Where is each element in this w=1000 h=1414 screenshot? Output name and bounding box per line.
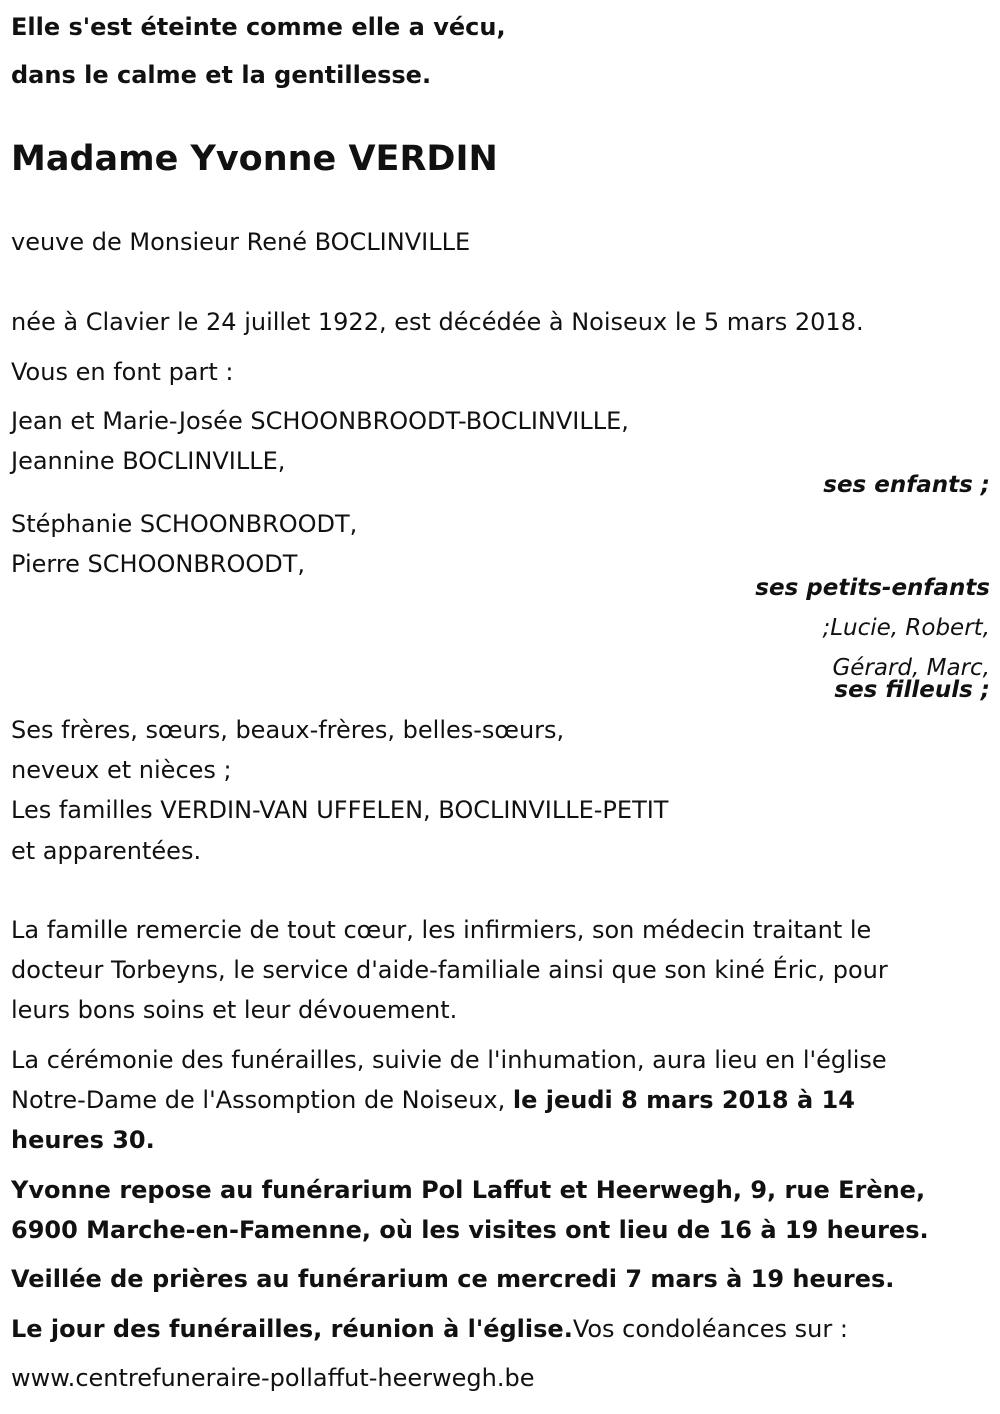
condolences-label: Vos condoléances sur : — [572, 1315, 848, 1343]
vigil-notice: Veillée de prières au funérarium ce mercredi 7 mars à 19 heures. — [11, 1265, 895, 1293]
thanks-line: La famille remercie de tout cœur, les infirmiers, son médecin traitant le — [11, 916, 872, 944]
meeting-notice: Le jour des funérailles, réunion à l'église. — [11, 1315, 573, 1343]
family-line: Les familles VERDIN-VAN UFFELEN, BOCLINVILLE-PETIT — [11, 796, 669, 824]
child-name: Jean et Marie-Josée SCHOONBROODT-BOCLINVILLE, — [11, 407, 629, 435]
widow-of: veuve de Monsieur René BOCLINVILLE — [11, 228, 471, 256]
announcement-intro: Vous en font part : — [11, 358, 234, 386]
grandchildren-label-continuation: ;Lucie, Robert, — [822, 615, 990, 641]
website-link[interactable]: www.centrefuneraire-pollaffut-heerwegh.be — [11, 1364, 535, 1392]
family-line: et apparentées. — [11, 837, 202, 865]
deceased-name: Madame Yvonne VERDIN — [11, 139, 498, 179]
thanks-line: leurs bons soins et leur dévouement. — [11, 996, 458, 1024]
godchildren-names: Gérard, Marc, — [832, 655, 990, 681]
repose-line: Yvonne repose au funérarium Pol Laffut et Heerwegh, 9, rue Erène, — [11, 1176, 926, 1204]
meeting-line — [11, 1314, 848, 1344]
ceremony-line-1: La cérémonie des funérailles, suivie de l'inhumation, aura lieu en l'église — [11, 1046, 887, 1074]
birth-death: née à Clavier le 24 juillet 1922, est décédée à Noiseux le 5 mars 2018. — [11, 308, 864, 336]
thanks-line: docteur Torbeyns, le service d'aide-familiale ainsi que son kiné Éric, pour — [11, 956, 888, 984]
family-line: neveux et nièces ; — [11, 756, 232, 784]
godchildren-label: ses filleuls ; — [834, 677, 990, 703]
ceremony-time: heures 30. — [11, 1126, 155, 1154]
ceremony-location: Notre-Dame de l'Assomption de Noiseux, — [11, 1086, 506, 1114]
grandchild-name: Pierre SCHOONBROODT, — [11, 550, 306, 578]
epitaph-line-2: dans le calme et la gentillesse. — [11, 61, 432, 89]
ceremony-line-2 — [11, 1085, 855, 1115]
family-line: Ses frères, sœurs, beaux-frères, belles-sœurs, — [11, 716, 565, 744]
ceremony-date: le jeudi 8 mars 2018 à 14 — [512, 1086, 855, 1114]
children-label: ses enfants ; — [823, 472, 990, 498]
repose-line: 6900 Marche-en-Famenne, où les visites ont lieu de 16 à 19 heures. — [11, 1216, 929, 1244]
grandchildren-label: ses petits-enfants — [755, 575, 990, 601]
child-name: Jeannine BOCLINVILLE, — [11, 447, 286, 475]
grandchild-name: Stéphanie SCHOONBROODT, — [11, 510, 358, 538]
epitaph-line-1: Elle s'est éteinte comme elle a vécu, — [11, 13, 506, 41]
